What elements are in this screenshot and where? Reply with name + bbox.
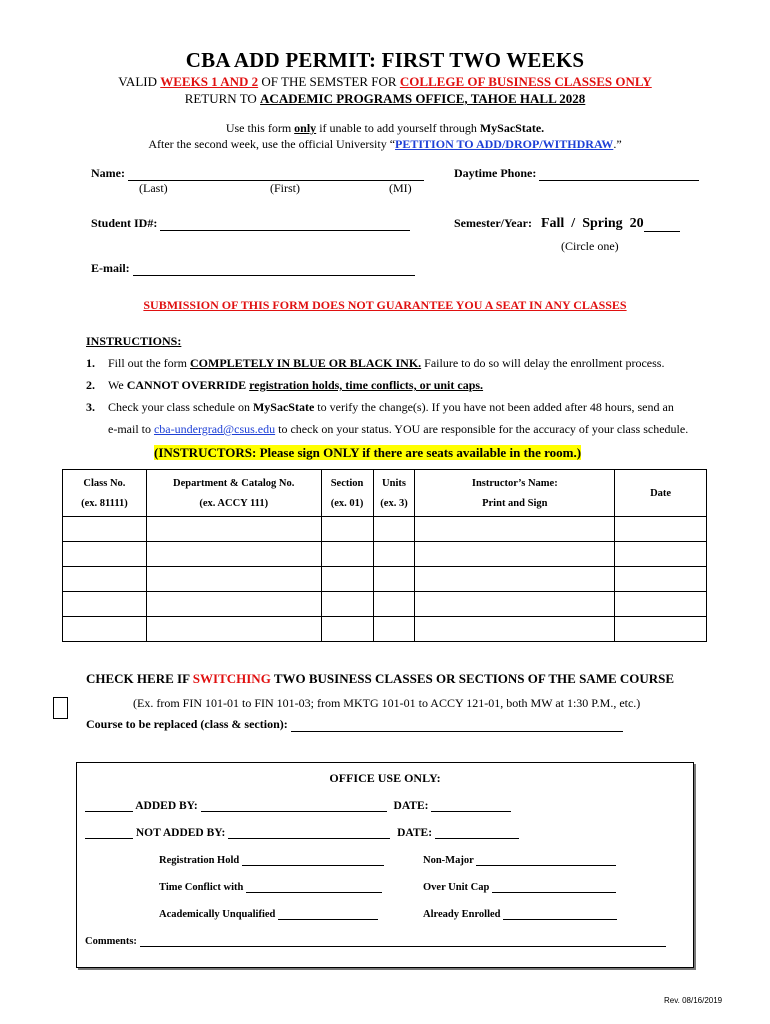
after-post: .” [613,137,622,151]
office-use-title: OFFICE USE ONLY: [329,771,441,785]
phone-label: Daytime Phone: [454,166,537,180]
use-form-line [0,121,770,136]
instructors-note [154,445,581,461]
instructor-cell[interactable] [415,542,615,567]
col-section: Section (ex. 01) [321,470,373,517]
switching-checkbox[interactable] [53,697,68,719]
student-id-field[interactable] [160,218,410,231]
i1-bold: COMPLETELY IN BLUE OR BLACK INK. [190,356,422,370]
section-cell[interactable] [321,617,373,642]
added-date-field[interactable] [431,800,511,812]
table-header-row [63,470,707,517]
section-cell[interactable] [321,592,373,617]
instruction-3 [86,400,726,415]
email-label: E-mail: [91,261,130,275]
dept-cell[interactable] [146,592,321,617]
instruction-3-num: 3. [86,400,95,414]
i2-pre: We [108,378,127,392]
units-cell[interactable] [373,517,415,542]
section-cell[interactable] [321,517,373,542]
last-caption: (Last) [139,181,168,195]
phone-field[interactable] [539,168,699,181]
year-field[interactable] [644,219,680,232]
i3-pre: Check your class schedule on [108,400,253,414]
instructor-cell[interactable] [415,517,615,542]
i3b-pre: e-mail to [108,422,154,436]
no-guarantee-warning: SUBMISSION OF THIS FORM DOES NOT GUARANTEE YOU A SEAT IN ANY CLASSES [143,298,627,312]
added-by-row [85,800,511,812]
first-caption: (First) [270,181,300,195]
non-major-label: Non-Major [423,855,474,866]
date-cell[interactable] [615,567,707,592]
instructions-heading: INSTRUCTIONS: [86,334,182,348]
over-unit-cap-label: Over Unit Cap [423,882,490,893]
table-row [63,542,707,567]
petition-link[interactable]: PETITION TO ADD/DROP/WITHDRAW [395,137,614,151]
section-cell[interactable] [321,567,373,592]
i2-bold1: CANNOT OVERRIDE [126,378,247,392]
return-line [0,91,770,107]
validity-mid: OF THE SEMSTER FOR [258,74,400,89]
non-major-row [423,855,616,866]
i3-post: to verify the change(s). If you have not been added after 48 hours, send an [314,400,674,414]
dept-cell[interactable] [146,617,321,642]
name-field[interactable] [128,168,424,181]
instruction-2 [86,378,726,393]
already-enrolled-field[interactable] [503,909,617,920]
col-instructor: Instructor’s Name: Print and Sign [415,470,615,517]
student-id-label: Student ID#: [91,216,158,230]
col-units: Units (ex. 3) [373,470,415,517]
comments-row [85,936,666,947]
i3b-post: to check on your status. YOU are responsible for the accuracy of your class schedule. [275,422,689,436]
comments-field[interactable] [140,936,666,947]
student-id-row [91,216,410,231]
registration-hold-row [159,855,384,866]
time-conflict-row [159,882,382,893]
semester-label: Semester/Year: [454,216,532,230]
not-added-date-label: DATE: [397,827,433,839]
replaced-row [86,717,623,732]
classes-table [62,469,707,642]
academically-unqualified-label: Academically Unqualified [159,909,276,920]
comments-label: Comments: [85,936,137,947]
use-pre: Use this form [225,121,295,135]
added-by-initials-field[interactable] [85,800,133,812]
added-by-label: ADDED BY: [135,800,198,812]
switching-example: (Ex. from FIN 101-01 to FIN 101-03; from MKTG 101-01 to ACCY 121-01, both MW at 1:30 P.M., etc.) [133,696,641,710]
not-added-by-row [85,827,519,839]
cba-email-link[interactable]: cba-undergrad@csus.edu [153,422,276,436]
return-office: ACADEMIC PROGRAMS OFFICE, TAHOE HALL 2028 [260,91,586,106]
not-added-initials-field[interactable] [85,827,133,839]
added-by-field[interactable] [201,800,387,812]
units-cell[interactable] [373,592,415,617]
i3-bold: MySacState [252,400,315,414]
return-pre: RETURN TO [184,91,261,106]
instructors-note-text: (INSTRUCTORS: Please sign ONLY if there are seats available in the room.) [154,445,582,460]
i1-pre: Fill out the form [108,356,190,370]
time-conflict-label: Time Conflict with [159,882,244,893]
table-row [63,592,707,617]
academically-unqualified-field[interactable] [278,909,378,920]
date-cell[interactable] [615,592,707,617]
email-row [91,261,415,276]
name-row [91,166,424,181]
validity-line [0,74,770,90]
table-row [63,517,707,542]
instructor-cell[interactable] [415,617,615,642]
semester-value[interactable]: Fall / Spring 20 [540,216,644,231]
units-cell[interactable] [373,542,415,567]
dept-cell[interactable] [146,567,321,592]
instructor-cell[interactable] [415,567,615,592]
not-added-date-field[interactable] [435,827,519,839]
academically-unqualified-row [159,909,378,920]
class-no-cell[interactable] [63,542,147,567]
after-pre: After the second week, use the official University “ [148,137,396,151]
email-field[interactable] [133,263,415,276]
col-class-no: Class No. (ex. 81111) [63,470,147,517]
class-no-cell[interactable] [63,617,147,642]
already-enrolled-row [423,909,617,920]
class-no-cell[interactable] [63,592,147,617]
revision-date: Rev. 08/16/2019 [664,996,723,1005]
not-added-by-field[interactable] [228,827,390,839]
over-unit-cap-row [423,882,616,893]
section-cell[interactable] [321,542,373,567]
circle-one-caption: (Circle one) [561,239,619,253]
validity-pre: VALID [118,74,161,89]
mi-caption: (MI) [389,181,412,195]
dept-cell[interactable] [146,517,321,542]
instruction-1-text [108,356,664,371]
added-date-label: DATE: [393,800,429,812]
phone-row [454,166,699,181]
time-conflict-field[interactable] [246,882,382,893]
date-cell[interactable] [615,617,707,642]
not-added-by-label: NOT ADDED BY: [135,827,226,839]
instruction-2-num: 2. [86,378,95,392]
over-unit-cap-field[interactable] [492,882,616,893]
col-dept-catalog: Department & Catalog No. (ex. ACCY 111) [146,470,321,517]
i2-bold2: registration holds, time conflicts, or unit caps. [249,378,484,392]
use-only: only [294,121,317,135]
table-row [63,567,707,592]
col-date: Date [615,470,707,517]
non-major-field[interactable] [476,855,616,866]
i1-post: Failure to do so will delay the enrollment process. [421,356,665,370]
replaced-field[interactable] [291,719,623,732]
use-system: MySacState. [479,121,545,135]
instruction-1-num: 1. [86,356,95,370]
dept-cell[interactable] [146,542,321,567]
class-no-cell[interactable] [63,517,147,542]
switching-word: SWITCHING [192,671,271,686]
units-cell[interactable] [373,617,415,642]
weeks-text: WEEKS 1 AND 2 [160,74,259,89]
table-row [63,617,707,642]
class-no-cell[interactable] [63,567,147,592]
registration-hold-field[interactable] [242,855,384,866]
instructor-cell[interactable] [415,592,615,617]
instruction-3-text [108,400,674,415]
switching-heading [86,671,674,687]
date-cell[interactable] [615,542,707,567]
after-second-week-line [0,137,770,152]
semester-row [454,216,680,232]
office-use-box [76,762,694,968]
name-label: Name: [91,166,125,180]
instruction-3-continued [108,422,688,437]
date-cell[interactable] [615,517,707,542]
switching-post: TWO BUSINESS CLASSES OR SECTIONS OF THE SAME COURSE [270,671,675,686]
instruction-1 [86,356,726,371]
form-title: CBA ADD PERMIT: FIRST TWO WEEKS [185,48,585,72]
instruction-2-text [108,378,483,393]
registration-hold-label: Registration Hold [159,855,240,866]
replaced-label: Course to be replaced (class & section): [86,717,288,731]
already-enrolled-label: Already Enrolled [423,909,501,920]
units-cell[interactable] [373,567,415,592]
switching-pre: CHECK HERE IF [86,671,193,686]
use-mid: if unable to add yourself through [316,121,480,135]
college-text: COLLEGE OF BUSINESS CLASSES ONLY [399,74,652,89]
